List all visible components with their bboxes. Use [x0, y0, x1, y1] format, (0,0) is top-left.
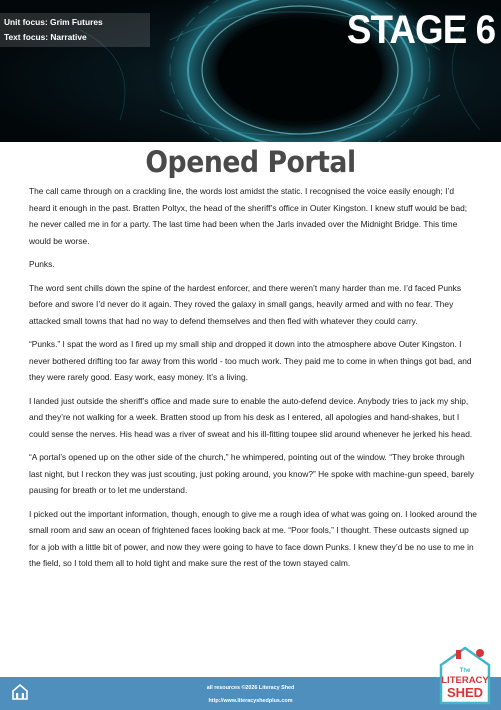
logo-line-2: SHED — [446, 685, 484, 700]
story-paragraph: Punks. — [29, 259, 55, 269]
story-body — [29, 183, 477, 579]
story-paragraph: “A portal’s opened up on the other side of the church,” he whimpered, pointing out of the window. “They broke through last night, but I reckon they was just scouting, just poking around, you know?” He spoke with machine-gun speed, barely pausing for breath or to let me understand. — [29, 452, 475, 495]
focus-label-strip — [0, 13, 150, 47]
story-paragraph: “Punks.” I spat the word as I fired up my small ship and dropped it down into the atmosphere above Outer Kingston. I never bothered drifting too far away from this world - too much work. They paid me to come in when things got bad, and they were rarely good. Easy work, easy money. It’s a living. — [29, 339, 472, 382]
literacy-shed-logo — [436, 645, 494, 709]
header-banner — [0, 0, 501, 142]
logo-small-text: The — [459, 668, 471, 674]
story-paragraph: The word sent chills down the spine of the hardest enforcer, and there weren’t many harder than me. I’d faced Punks before and swore I’d never do it again. They roved the galaxy in small gangs, heavily armed and with no fear. They attacked small towns that had no way to defend themselves and then fled with whatever they could carry. — [29, 282, 462, 326]
logo-line-1: LITERACY — [441, 675, 489, 686]
document-title: Opened Portal — [145, 145, 356, 179]
story-paragraph: The call came through on a crackling line, the words lost amidst the static. I recognised the voice easily enough; I’d heard it enough in the past. Bratten Poltyx, the head of the sheriff’s office in Outer Kingston. I knew stuff would be bad; he never called me in for a party. The last time had been when the Jarls invaded over the Midnight Bridge. This time would be worse. — [29, 186, 468, 246]
stage-label: STAGE 6 — [346, 8, 495, 52]
footer-copyright: all resources ©2026 Literacy Shed — [206, 685, 295, 691]
story-paragraph: I picked out the important information, though, enough to give me a rough idea of what was going on. I looked around the small room and saw an ocean of frightened faces looking back at me. “Poor fools,” I thought. These outcasts signed up for a job with a little bit of power, and now they were going to have to face down Punks. I knew they’d be no use to me in the field, so I told them all to hold tight and make sure the rest of the town stayed calm. — [29, 508, 477, 568]
page-footer — [0, 677, 501, 710]
text-focus-label: Text focus: Narrative — [4, 32, 87, 42]
footer-url[interactable]: http://www.literacyshedplus.com — [208, 698, 293, 704]
unit-focus-label: Unit focus: Grim Futures — [4, 17, 103, 27]
story-paragraph: I landed just outside the sheriff’s office and made sure to enable the auto-defend device. Anybody tries to jack my ship, and they’re not walking for a week. Bratten stood up from his desk as I entered, all apologies and hand-shakes, but I could sense the nerves. His head was a river of sweat and his ill-fitting toupee slid around whenever he jerked his head. — [29, 395, 473, 439]
